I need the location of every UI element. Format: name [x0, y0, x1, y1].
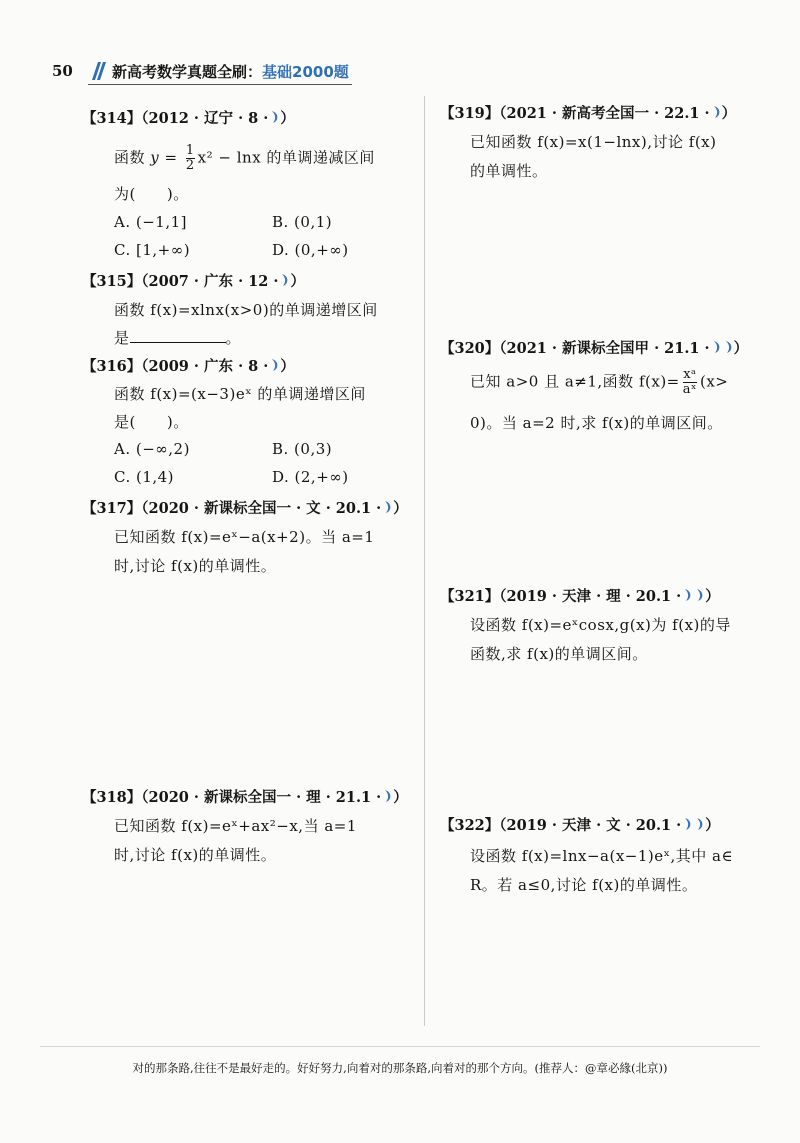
question-header-315: 【315】（2007 · 广东 · 12 · ）	[82, 273, 305, 290]
column-divider	[424, 96, 425, 1026]
question-label: 【322】（2019 · 天津 · 文 · 20.1 ·	[440, 817, 682, 834]
question-stem-318: 已知函数 f(x)=eˣ+ax²−x,当 a=1	[114, 817, 357, 835]
question-label: 【319】（2021 · 新高考全国一 · 22.1 ·	[440, 105, 710, 122]
header-rule	[88, 84, 352, 85]
question-header-318: 【318】（2020 · 新课标全国一 · 理 · 21.1 · ）	[82, 789, 408, 806]
question-header-314: 【314】（2012 · 辽宁 · 8 · ）	[82, 110, 295, 127]
question-label: 【316】（2009 · 广东 · 8 ·	[82, 358, 269, 375]
difficulty-icon	[383, 500, 393, 518]
header-title	[112, 61, 349, 82]
option-d: D. (0,+∞)	[272, 241, 349, 259]
header-stripe-icon	[88, 60, 110, 82]
option-b: B. (0,1)	[272, 213, 333, 231]
question-stem-320: 已知 a>0 且 a≠1,函数 f(x)= $\frac{\text{xᵃ}}{\text{aˣ}}$ (x>	[470, 367, 729, 397]
header-title-main: 新高考数学真题全刷：	[112, 63, 263, 81]
question-stem-line2: 时,讨论 f(x)的单调性。	[114, 846, 277, 864]
question-label: 【320】（2021 · 新课标全国甲 · 21.1 ·	[440, 340, 710, 357]
question-header-319: 【319】（2021 · 新高考全国一 · 22.1 · ）	[440, 105, 737, 122]
question-label: 【321】（2019 · 天津 · 理 · 20.1 ·	[440, 588, 682, 605]
question-stem-line2: 时,讨论 f(x)的单调性。	[114, 557, 277, 575]
question-stem-line2: 0)。当 a=2 时,求 f(x)的单调区间。	[470, 414, 723, 432]
question-stem-317: 已知函数 f(x)=eˣ−a(x+2)。当 a=1	[114, 528, 375, 546]
question-header-321: 【321】（2019 · 天津 · 理 · 20.1 · ）	[440, 588, 720, 605]
footer-rule	[40, 1046, 760, 1047]
answer-blank	[130, 328, 226, 343]
difficulty-icon	[712, 340, 722, 358]
option-a: A. (−∞,2)	[114, 440, 190, 458]
question-stem-321: 设函数 f(x)=eˣcosx,g(x)为 f(x)的导	[470, 616, 731, 634]
difficulty-icon	[280, 273, 290, 291]
question-header-316: 【316】（2009 · 广东 · 8 · ）	[82, 358, 295, 375]
question-stem-322: 设函数 f(x)=lnx−a(x−1)eˣ,其中 a∈	[470, 847, 734, 865]
option-c: C. (1,4)	[114, 468, 175, 486]
question-label: 【315】（2007 · 广东 · 12 ·	[82, 273, 279, 290]
difficulty-icon	[683, 817, 693, 835]
option-d: D. (2,+∞)	[272, 468, 349, 486]
question-stem-line2: 是 。	[114, 329, 242, 347]
page-number: 50	[52, 62, 73, 80]
difficulty-icon	[695, 588, 705, 606]
difficulty-icon	[724, 340, 734, 358]
difficulty-icon	[695, 817, 705, 835]
fraction: $\frac{1}{2}$	[185, 143, 195, 173]
option-a: A. (−1,1]	[114, 213, 187, 231]
difficulty-icon	[712, 105, 722, 123]
footer-quote: 对的那条路,往往不是最好走的。好好努力,向着对的那条路,向着对的那个方向。(推荐人：@章必緣(北京))	[132, 1061, 668, 1075]
difficulty-icon	[270, 358, 280, 376]
question-stem-314: 函数 y = $\frac{1}{2}$ x² − lnx 的单调递减区间	[114, 143, 375, 173]
fraction: $\frac{\text{xᵃ}}{\text{aˣ}}$	[682, 367, 697, 397]
question-label: 【318】（2020 · 新课标全国一 · 理 · 21.1 ·	[82, 789, 382, 806]
question-header-320: 【320】（2021 · 新课标全国甲 · 21.1 · ）	[440, 340, 749, 357]
question-stem-line2: 函数,求 f(x)的单调区间。	[470, 645, 648, 663]
question-stem-line2: R。若 a≤0,讨论 f(x)的单调性。	[470, 876, 698, 894]
header-title-accent: 基础2000题	[262, 63, 349, 81]
question-stem-line2: 是( )。	[114, 413, 189, 431]
question-header-322: 【322】（2019 · 天津 · 文 · 20.1 · ）	[440, 817, 720, 834]
difficulty-icon	[383, 789, 393, 807]
option-b: B. (0,3)	[272, 440, 333, 458]
question-stem-line2: 的单调性。	[470, 162, 548, 180]
difficulty-icon	[270, 110, 280, 128]
question-stem-line2: 为( )。	[114, 185, 189, 203]
question-label: 【314】（2012 · 辽宁 · 8 ·	[82, 110, 269, 127]
option-c: C. [1,+∞)	[114, 241, 191, 259]
difficulty-icon	[683, 588, 693, 606]
question-stem-316: 函数 f(x)=(x−3)eˣ 的单调递增区间	[114, 385, 366, 403]
question-label: 【317】（2020 · 新课标全国一 · 文 · 20.1 ·	[82, 500, 382, 517]
question-header-317: 【317】（2020 · 新课标全国一 · 文 · 20.1 · ）	[82, 500, 408, 517]
question-stem-315: 函数 f(x)=xlnx(x>0)的单调递增区间	[114, 301, 378, 319]
question-stem-319: 已知函数 f(x)=x(1−lnx),讨论 f(x)	[470, 133, 717, 151]
